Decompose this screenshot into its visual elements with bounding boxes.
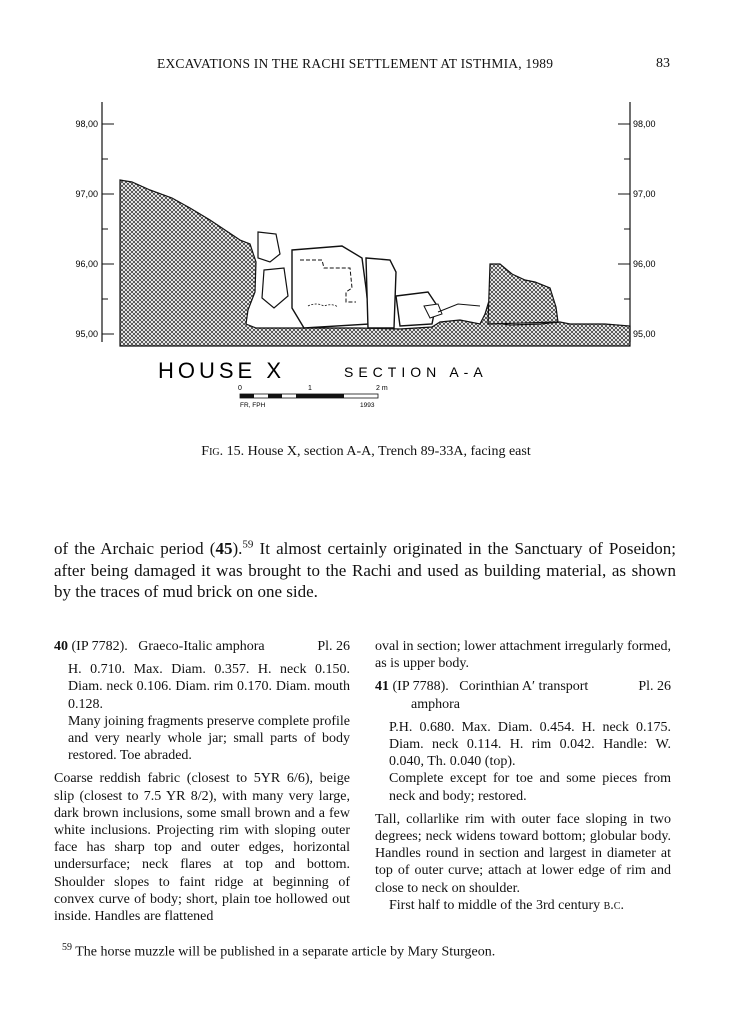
catalogue-ref: 45 xyxy=(215,539,233,558)
running-head: EXCAVATIONS IN THE RACHI SETTLEMENT AT ISTHMIA, 1989 xyxy=(157,56,554,71)
right-axis-label: 97,00 xyxy=(633,189,656,199)
entry-41-heading xyxy=(375,678,671,695)
caption-text: House X, section A-A, Trench 89-33A, facing east xyxy=(247,444,531,459)
section-drawing xyxy=(60,92,660,422)
entry-41-date xyxy=(375,897,671,914)
right-axis-label: 96,00 xyxy=(633,259,656,269)
entry-41-description: Tall, collarlike rim with outer face sloping in two degrees; neck widens toward bottom; globular body. Handles round in section and largest in diameter at top of outer curve; attach at lower edge of rim and close to neck on shoulder. xyxy=(375,811,671,896)
entry-name: Corinthian A′ transport xyxy=(459,679,589,695)
lead-text: ). xyxy=(232,539,243,558)
stone xyxy=(366,258,396,328)
entry-40-condition: Many joining fragments preserve complete profile and very nearly whole jar; small parts of body restored. Toe abraded. xyxy=(68,713,350,764)
plate-ref: Pl. 26 xyxy=(317,639,350,654)
lead-text: of the Archaic period ( xyxy=(54,539,216,558)
left-axis-label: 97,00 xyxy=(75,189,98,199)
entry-40-description-continued: oval in section; lower attachment irregularly formed, as is upper body. xyxy=(375,639,671,672)
figure-caption xyxy=(0,444,732,460)
inventory-number: (IP 7782). xyxy=(71,639,128,654)
entry-40-description: Coarse reddish fabric (closest to 5YR 6/6), beige slip (closest to 7.5 YR 8/2), with many very large, dark brown inclusions, some small brown and a few white inclusions. Projecting rim with sloping outer face has sharp top and outer edges, horizontal undersurface; neck flares at top and bottom. Shoulder slopes to faint ridge at beginning of convex curve of body; short, plain toe hollowed out inside. Handles are flattened xyxy=(54,771,350,925)
scale-label-two: 2 m xyxy=(376,385,388,392)
left-axis-label: 96,00 xyxy=(75,259,98,269)
stone xyxy=(262,268,288,308)
footnote-number: 59 xyxy=(62,942,72,953)
bedrock-right xyxy=(488,264,558,324)
scale-label-one: 1 xyxy=(308,385,312,392)
left-column xyxy=(54,638,350,925)
stone-outline xyxy=(438,304,480,312)
entry-number: 41 xyxy=(375,679,389,695)
date-text: First half to middle of the 3rd century xyxy=(389,897,604,913)
entry-40-heading xyxy=(54,638,350,655)
right-axis-label: 98,00 xyxy=(633,119,656,129)
stone xyxy=(292,246,370,328)
figure-year: 1993 xyxy=(360,402,375,409)
entry-41-name-continued: amphora xyxy=(411,696,460,712)
stone xyxy=(258,232,280,262)
left-axis-label: 95,00 xyxy=(75,329,98,339)
inventory-number: (IP 7788). xyxy=(392,679,449,695)
page-number: 83 xyxy=(656,56,670,71)
scale-bar-segment xyxy=(240,394,254,398)
left-axis-label: 98,00 xyxy=(75,119,98,129)
date-era: b.c. xyxy=(603,897,624,913)
plate-ref: Pl. 26 xyxy=(638,679,671,695)
footnote xyxy=(62,942,495,961)
footnote-ref: 59 xyxy=(242,538,254,551)
entry-name: Graeco-Italic amphora xyxy=(138,639,265,654)
scale-bar-segment xyxy=(296,394,310,398)
footnote-text: The horse muzzle will be published in a separate article by Mary Sturgeon. xyxy=(72,944,496,960)
entry-40-dimensions: H. 0.710. Max. Diam. 0.357. H. neck 0.150. Diam. neck 0.106. Diam. rim 0.170. Diam. mouth 0.128. xyxy=(68,662,350,712)
figure-credit: FR, FPH xyxy=(240,402,266,409)
scale-bar-segment xyxy=(268,394,282,398)
entry-41-condition: Complete except for toe and some pieces from neck and body; restored. xyxy=(389,771,671,804)
figure-label: Fig. 15. xyxy=(201,444,245,459)
lead-paragraph xyxy=(54,538,676,603)
figure-title-section: SECTION A-A xyxy=(344,364,488,380)
scale-bar-segment xyxy=(310,394,344,398)
entry-41-dimensions: P.H. 0.680. Max. Diam. 0.454. H. neck 0.175. Diam. neck 0.114. H. rim 0.042. Handle: W. 0.040, Th. 0.040 (top). xyxy=(389,719,671,770)
figure-title-house: HOUSE X xyxy=(158,358,286,383)
entry-number: 40 xyxy=(54,639,68,654)
scale-label-zero: 0 xyxy=(238,385,242,392)
right-column xyxy=(375,638,671,914)
right-axis-label: 95,00 xyxy=(633,329,656,339)
lead-text: It almost certainly originated in the Sanctuary of Poseidon; after being damaged it was brought to the Rachi and used as building material, as shown by the traces of mud brick on one side. xyxy=(54,539,676,601)
